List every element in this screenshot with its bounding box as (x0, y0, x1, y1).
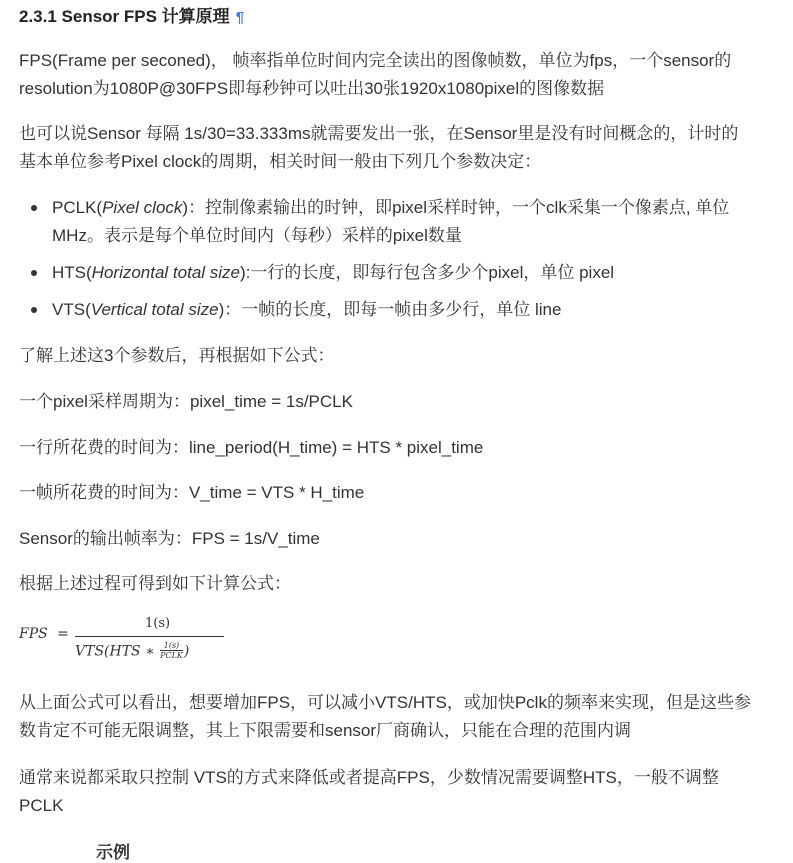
paragraph-common-practice (19, 764, 779, 820)
paragraph-line: 数肯定不可能无限调整，其上下限需要和sensor厂商确认，只能在合理的范围内调 (19, 721, 632, 740)
bullet-dot-icon (31, 205, 37, 211)
term: HTS (52, 263, 86, 282)
term-full: Vertical total size (90, 300, 219, 319)
paragraph-line: FPS(Frame per seconed)， 帧率指单位时间内完全读出的图像帧数，单位为fps，一个sensor的 (19, 51, 732, 70)
paragraph-v-time: 一帧所花费的时间为：V_time = VTS * H_time (19, 483, 365, 502)
term: PCLK (52, 198, 97, 217)
formula-equals: = (57, 626, 69, 642)
fps-math-formula (19, 614, 239, 668)
term-full: Pixel clock (102, 198, 183, 217)
term-desc: :一行的长度，即每行包含多少个pixel，单位 pixel (245, 263, 615, 282)
term-desc: ：控制像素输出的时钟，即pixel采样时钟，一个clk采集一个像素点, 单位 (188, 198, 730, 217)
fraction-bar (75, 636, 224, 637)
bullet-dot-icon (31, 307, 37, 313)
paragraph-formula-intro: 了解上述这3个参数后，再根据如下公式： (19, 346, 335, 365)
formula-denominator: VTS(HTS ∗ 1(s) PCLK ) (75, 641, 190, 660)
parameter-list (19, 194, 779, 333)
pilcrow-anchor-icon[interactable]: ¶ (235, 9, 245, 26)
term-full: Horizontal total size (91, 263, 241, 282)
term: VTS (52, 300, 86, 319)
paragraph-line: 通常来说都采取只控制 VTS的方式来降低或者提高FPS，少数情况需要调整HTS，一般不调整 (19, 768, 719, 787)
paragraph-calc-intro: 根据上述过程可得到如下计算公式： (19, 574, 291, 593)
paragraph-fps-definition (19, 47, 779, 103)
paragraph-line: PCLK (19, 796, 64, 815)
paragraph-line: 基本单位参考Pixel clock的周期，相关时间一般由下列几个参数决定： (19, 152, 542, 171)
list-item-vts: VTS(Vertical total size)：一帧的长度，即每一帧由多少行，单位 line (19, 296, 779, 324)
term-desc: ：一帧的长度，即每一帧由多少行，单位 line (224, 300, 562, 319)
paragraph-line: resolution为1080P@30FPS即每秒钟可以吐出30张1920x1080pixel的图像数据 (19, 79, 605, 98)
section-heading-text: 2.3.1 Sensor FPS 计算原理 (19, 7, 230, 26)
paragraph-fps-formula: Sensor的输出帧率为：FPS = 1s/V_time (19, 529, 320, 548)
bullet-dot-icon (31, 270, 37, 276)
next-heading-cutoff: 示例 (96, 843, 130, 862)
paragraph-line: 从上面公式可以看出，想要增加FPS，可以减小VTS/HTS，或加快Pclk的频率来实现，但是这些参 (19, 693, 751, 712)
paragraph-pixel-clock-intro (19, 120, 779, 176)
list-item-pclk: PCLK(Pixel clock)：控制像素输出的时钟，即pixel采样时钟，一个clk采集一个像素点, 单位 MHz。表示是每个单位时间内（每秒）采样的pixel数量 (19, 194, 779, 250)
paragraph-pixel-time: 一个pixel采样周期为：pixel_time = 1s/PCLK (19, 392, 353, 411)
formula-lhs: FPS (19, 626, 48, 642)
term-desc: MHz。表示是每个单位时间内（每秒）采样的pixel数量 (52, 226, 462, 245)
inner-fraction: 1(s) PCLK (160, 641, 183, 660)
paragraph-conclusion (19, 689, 779, 745)
formula-numerator: 1(s) (145, 616, 171, 631)
section-heading (19, 6, 244, 29)
list-item-hts: HTS(Horizontal total size):一行的长度，即每行包含多少个pixel，单位 pixel (19, 259, 779, 287)
paragraph-line: 也可以说Sensor 每隔 1s/30=33.333ms就需要发出一张，在Sensor里是没有时间概念的，计时的 (19, 124, 739, 143)
paragraph-line-period: 一行所花费的时间为：line_period(H_time) = HTS * pixel_time (19, 438, 484, 457)
